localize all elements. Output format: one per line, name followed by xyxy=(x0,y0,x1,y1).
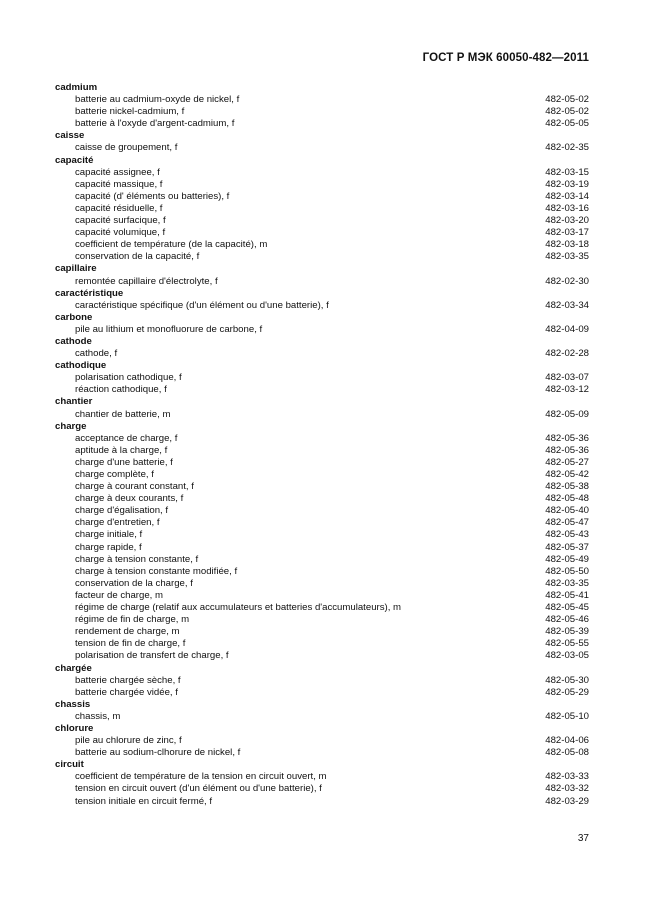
index-group xyxy=(55,723,589,759)
entry-code: 482-05-02 xyxy=(545,106,589,118)
index-entry xyxy=(55,747,589,759)
entry-code: 482-02-28 xyxy=(545,348,589,360)
index-entry xyxy=(55,578,589,590)
entry-term: batterie à l'oxyde d'argent-cadmium, f xyxy=(75,118,235,130)
entry-code: 482-05-48 xyxy=(545,493,589,505)
group-keyword: carbone xyxy=(55,311,93,323)
index-entry xyxy=(55,542,589,554)
entry-code: 482-05-37 xyxy=(545,541,589,553)
index-entry xyxy=(55,445,589,457)
entry-term: batterie chargée sèche, f xyxy=(75,674,181,686)
group-keyword: chlorure xyxy=(55,722,94,734)
entry-code: 482-03-32 xyxy=(545,783,589,795)
entry-code: 482-05-36 xyxy=(545,444,589,456)
index-entry xyxy=(55,590,589,602)
group-keyword: chantier xyxy=(55,396,93,408)
index-group xyxy=(55,421,589,663)
entry-code: 482-02-35 xyxy=(545,142,589,154)
index-entry xyxy=(55,409,589,421)
entry-term: charge à courant constant, f xyxy=(75,481,194,493)
entry-code: 482-03-14 xyxy=(545,190,589,202)
index-entry xyxy=(55,517,589,529)
index-entry xyxy=(55,626,589,638)
entry-term: charge à tension constante, f xyxy=(75,553,199,565)
entry-code: 482-03-16 xyxy=(545,202,589,214)
entry-code: 482-02-30 xyxy=(545,275,589,287)
entry-code: 482-05-40 xyxy=(545,505,589,517)
entry-term: pile au chlorure de zinc, f xyxy=(75,735,182,747)
entry-code: 482-03-17 xyxy=(545,227,589,239)
entry-term: réaction cathodique, f xyxy=(75,384,167,396)
entry-code: 482-05-45 xyxy=(545,602,589,614)
index-entry xyxy=(55,650,589,662)
group-keyword: capacité xyxy=(55,154,94,166)
index-group xyxy=(55,396,589,420)
entry-code: 482-03-18 xyxy=(545,239,589,251)
entry-code: 482-03-07 xyxy=(545,372,589,384)
entry-code: 482-03-34 xyxy=(545,299,589,311)
group-keyword: circuit xyxy=(55,759,84,771)
index-entry xyxy=(55,239,589,251)
document-header xyxy=(423,52,589,64)
entry-term: régime de charge (relatif aux accumulateurs et batteries d'accumulateurs), m xyxy=(75,602,402,614)
entry-term: charge d'entretien, f xyxy=(75,517,160,529)
index-entry xyxy=(55,735,589,747)
group-keyword: chassis xyxy=(55,698,91,710)
entry-code: 482-03-33 xyxy=(545,771,589,783)
index-entry xyxy=(55,433,589,445)
group-keyword: cathodique xyxy=(55,360,107,372)
entry-code: 482-05-02 xyxy=(545,94,589,106)
entry-term: batterie au cadmium-oxyde de nickel, f xyxy=(75,94,240,106)
index-entry xyxy=(55,493,589,505)
entry-code: 482-05-27 xyxy=(545,456,589,468)
entry-code: 482-05-30 xyxy=(545,674,589,686)
index-group xyxy=(55,312,589,336)
entry-term: facteur de charge, m xyxy=(75,589,163,601)
entry-code: 482-03-29 xyxy=(545,795,589,807)
entry-term: coefficient de température (de la capacité), m xyxy=(75,239,268,251)
entry-term: charge d'égalisation, f xyxy=(75,505,169,517)
entry-term: rendement de charge, m xyxy=(75,626,180,638)
entry-code: 482-03-35 xyxy=(545,577,589,589)
index-entry xyxy=(55,529,589,541)
entry-code: 482-05-08 xyxy=(545,747,589,759)
entry-term: chassis, m xyxy=(75,710,121,722)
entry-term: charge à tension constante modifiée, f xyxy=(75,565,238,577)
index-group xyxy=(55,759,589,807)
group-keyword: capillaire xyxy=(55,263,97,275)
entry-code: 482-05-09 xyxy=(545,408,589,420)
index-group xyxy=(55,130,589,154)
index-entry xyxy=(55,614,589,626)
entry-term: tension initiale en circuit fermé, f xyxy=(75,795,213,807)
index-entry xyxy=(55,215,589,227)
entry-code: 482-05-46 xyxy=(545,614,589,626)
entry-code: 482-03-15 xyxy=(545,166,589,178)
entry-term: charge à deux courants, f xyxy=(75,493,184,505)
entry-term: capacité assignee, f xyxy=(75,166,160,178)
index-entry xyxy=(55,94,589,106)
entry-term: charge initiale, f xyxy=(75,529,143,541)
entry-code: 482-05-10 xyxy=(545,710,589,722)
entry-code: 482-04-06 xyxy=(545,735,589,747)
index-group xyxy=(55,82,589,130)
index-entry xyxy=(55,469,589,481)
index-entry xyxy=(55,554,589,566)
index-entry xyxy=(55,638,589,650)
index-entry xyxy=(55,602,589,614)
index-group xyxy=(55,663,589,699)
index-entry xyxy=(55,505,589,517)
index-entry xyxy=(55,481,589,493)
entry-term: caractéristique spécifique (d'un élément ou d'une batterie), f xyxy=(75,299,329,311)
entry-term: batterie chargée vidée, f xyxy=(75,686,178,698)
page-number: 37 xyxy=(577,833,589,844)
index-group xyxy=(55,360,589,396)
entry-code: 482-04-09 xyxy=(545,323,589,335)
index-entry xyxy=(55,251,589,263)
entry-code: 482-05-55 xyxy=(545,638,589,650)
index-entry xyxy=(55,796,589,808)
index-entry xyxy=(55,118,589,130)
index-entry xyxy=(55,348,589,360)
entry-term: pile au lithium et monofluorure de carbone, f xyxy=(75,323,263,335)
index-entry xyxy=(55,457,589,469)
index-entry xyxy=(55,384,589,396)
entry-term: capacité massique, f xyxy=(75,178,163,190)
entry-term: chantier de batterie, m xyxy=(75,408,171,420)
entry-term: capacité résiduelle, f xyxy=(75,202,163,214)
index-entry xyxy=(55,142,589,154)
group-keyword: caisse xyxy=(55,130,85,142)
entry-code: 482-03-05 xyxy=(545,650,589,662)
entry-term: tension de fin de charge, f xyxy=(75,638,186,650)
group-keyword: caractéristique xyxy=(55,287,124,299)
entry-code: 482-03-12 xyxy=(545,384,589,396)
index-entry xyxy=(55,167,589,179)
entry-code: 482-05-43 xyxy=(545,529,589,541)
index-entry xyxy=(55,179,589,191)
index-entry xyxy=(55,711,589,723)
entry-term: charge rapide, f xyxy=(75,541,142,553)
index-entry xyxy=(55,675,589,687)
group-keyword: cathode xyxy=(55,335,92,347)
group-keyword: chargée xyxy=(55,662,92,674)
entry-term: capacité volumique, f xyxy=(75,227,166,239)
index-entry xyxy=(55,324,589,336)
entry-term: capacité surfacique, f xyxy=(75,215,166,227)
index-entry xyxy=(55,191,589,203)
group-keyword: cadmium xyxy=(55,82,98,93)
entry-code: 482-05-42 xyxy=(545,469,589,480)
entry-code: 482-03-35 xyxy=(545,251,589,263)
index-group xyxy=(55,155,589,264)
entry-term: aptitude à la charge, f xyxy=(75,444,168,456)
entry-term: remontée capillaire d'électrolyte, f xyxy=(75,275,218,287)
entry-term: polarisation cathodique, f xyxy=(75,372,182,384)
entry-code: 482-05-47 xyxy=(545,517,589,529)
index-group xyxy=(55,699,589,723)
index-entry xyxy=(55,771,589,783)
index-entry xyxy=(55,783,589,795)
entry-code: 482-05-29 xyxy=(545,686,589,698)
entry-code: 482-05-05 xyxy=(545,118,589,130)
index-group xyxy=(55,288,589,312)
standard-designation: ГОСТ Р МЭК 60050-482—2011 xyxy=(422,52,589,64)
index-entry xyxy=(55,203,589,215)
entry-code: 482-05-41 xyxy=(545,589,589,601)
index-group xyxy=(55,263,589,287)
index-entry xyxy=(55,566,589,578)
entry-term: conservation de la capacité, f xyxy=(75,251,200,263)
index-entry xyxy=(55,300,589,312)
index-entry xyxy=(55,372,589,384)
entry-term: conservation de la charge, f xyxy=(75,577,193,589)
group-keyword: charge xyxy=(55,420,87,432)
entry-term: charge d'une batterie, f xyxy=(75,456,173,468)
entry-term: caisse de groupement, f xyxy=(75,142,178,154)
entry-code: 482-05-36 xyxy=(545,432,589,444)
index-entry xyxy=(55,687,589,699)
entry-term: batterie au sodium-clhorure de nickel, f xyxy=(75,747,241,759)
entry-term: charge complète, f xyxy=(75,469,154,480)
entry-term: cathode, f xyxy=(75,348,118,360)
index-group xyxy=(55,336,589,360)
entry-code: 482-05-50 xyxy=(545,565,589,577)
entry-code: 482-05-49 xyxy=(545,553,589,565)
term-index xyxy=(55,82,589,808)
index-entry xyxy=(55,227,589,239)
index-entry xyxy=(55,276,589,288)
entry-term: batterie nickel-cadmium, f xyxy=(75,106,185,118)
entry-term: tension en circuit ouvert (d'un élément ou d'une batterie), f xyxy=(75,783,322,795)
entry-term: régime de fin de charge, m xyxy=(75,614,190,626)
entry-term: coefficient de température de la tension en circuit ouvert, m xyxy=(75,771,327,783)
entry-term: polarisation de transfert de charge, f xyxy=(75,650,229,662)
index-entry xyxy=(55,106,589,118)
entry-code: 482-05-39 xyxy=(545,626,589,638)
entry-code: 482-03-19 xyxy=(545,178,589,190)
entry-term: capacité (d' éléments ou batteries), f xyxy=(75,190,230,202)
entry-code: 482-03-20 xyxy=(545,215,589,227)
entry-code: 482-05-38 xyxy=(545,481,589,493)
entry-term: acceptance de charge, f xyxy=(75,432,178,444)
